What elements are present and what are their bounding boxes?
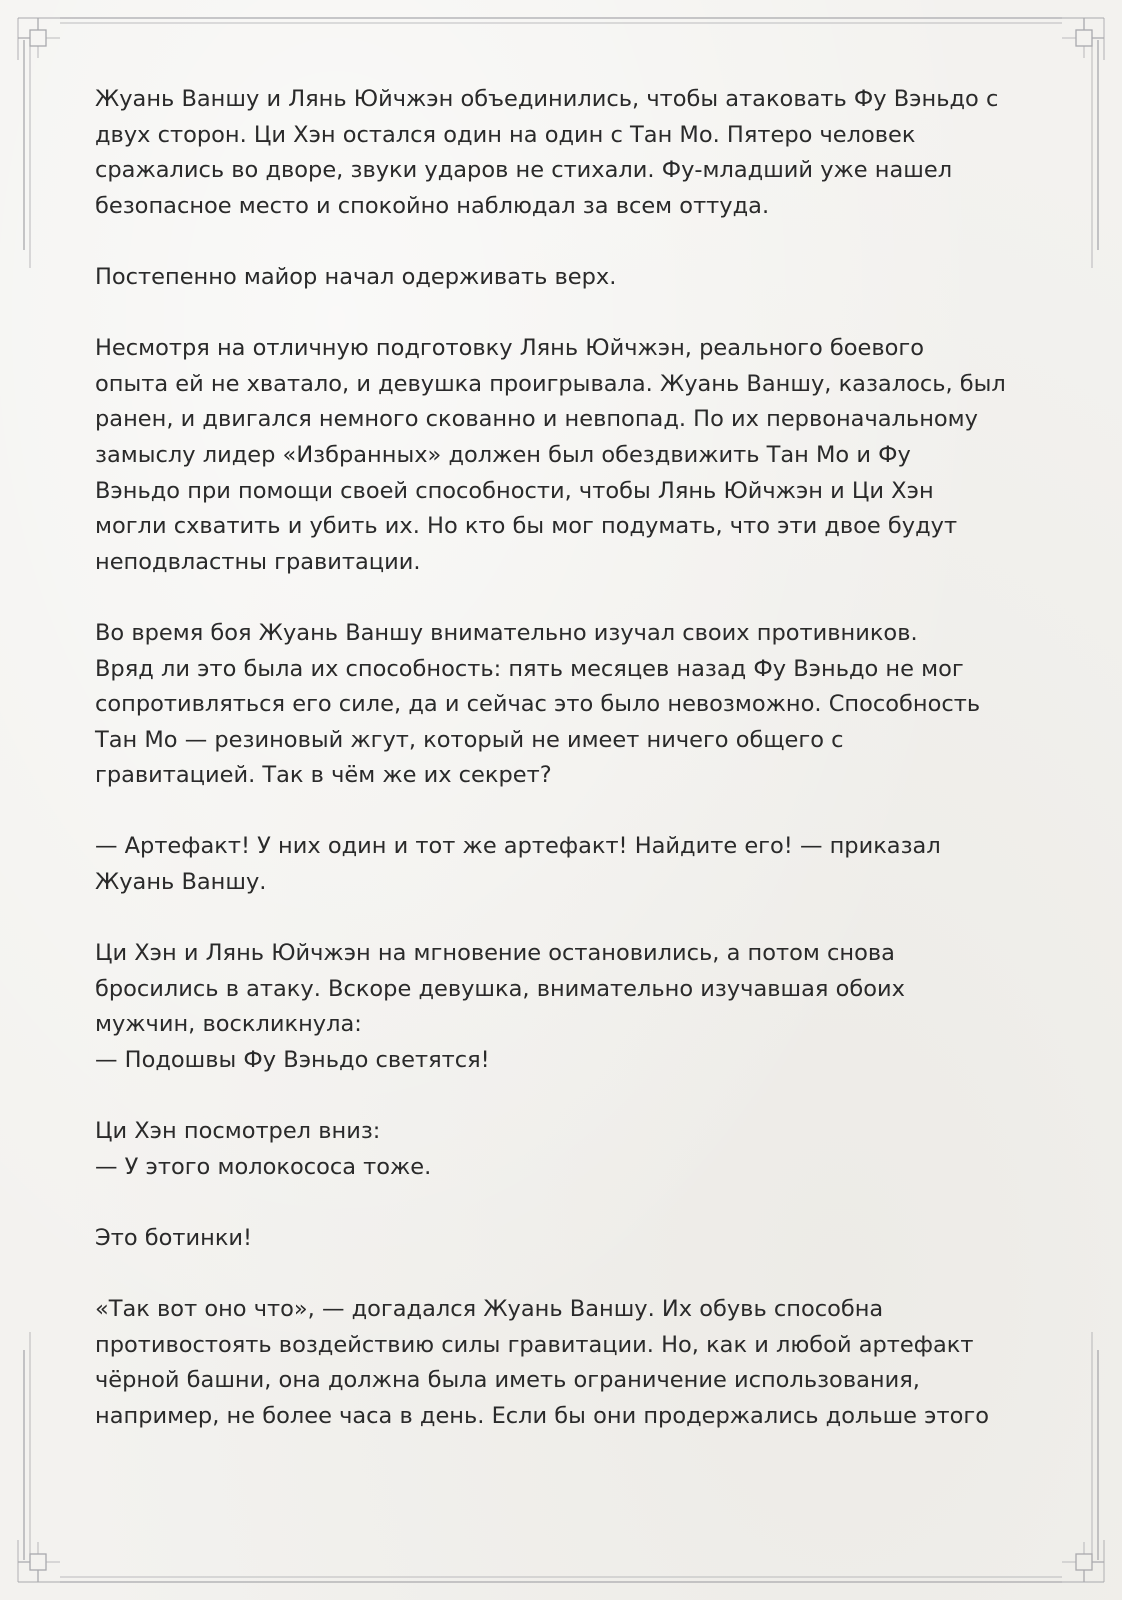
text-line: ранен, и двигался немного скованно и невпопад. По их первоначальному (95, 406, 978, 433)
text-line: Это ботинки! (95, 1225, 253, 1251)
text-line: замыслу лидер «Избранных» должен был обездвижить Тан Мо и Фу (95, 441, 911, 468)
paragraph-5 (95, 829, 1035, 900)
paragraph-7 (95, 1114, 1035, 1185)
text-line: Жуань Ваншу. (95, 869, 267, 896)
text-line: сражались во дворе, звуки ударов не стихали. Фу-младший уже нашел (95, 157, 953, 184)
text-line: Вряд ли это была их способность: пять месяцев назад Фу Вэньдо не мог (95, 655, 964, 682)
paragraph-6 (95, 936, 1035, 1078)
text-line: Жуань Ваншу и Лянь Юйчжэн объединились, чтобы атаковать Фу Вэньдо с (95, 86, 999, 112)
text-line: сопротивляться его силе, да и сейчас это было невозможно. Способность (95, 691, 981, 718)
text-line: Постепенно майор начал одерживать верх. (95, 263, 617, 290)
text-line: бросились в атаку. Вскоре девушка, внимательно изучавшая обоих (95, 975, 905, 1002)
text-line: Ци Хэн и Лянь Юйчжэн на мгновение остановились, а потом снова (95, 940, 895, 967)
text-line: «Так вот оно что», — догадался Жуань Ваншу. Их обувь способна (95, 1296, 884, 1323)
text-line: могли схватить и убить их. Но кто бы мог подумать, что эти двое будут (95, 513, 958, 540)
text-line: гравитацией. Так в чём же их секрет? (95, 762, 552, 789)
body-text (95, 82, 1035, 1470)
text-line: противостоять воздействию силы гравитации. Но, как и любой артефакт (95, 1331, 974, 1358)
paragraph-3 (95, 331, 1035, 580)
text-line: опыта ей не хватало, и девушка проигрывала. Жуань Ваншу, казалось, был (95, 370, 1006, 397)
text-line: двух сторон. Ци Хэн остался один на один с Тан Мо. Пятеро человек (95, 121, 916, 148)
paragraph-2 (95, 260, 1035, 296)
text-line: Во время боя Жуань Ваншу внимательно изучал своих противников. (95, 619, 918, 646)
text-line: Вэньдо при помощи своей способности, чтобы Лянь Юйчжэн и Ци Хэн (95, 477, 934, 504)
text-line: Тан Мо — резиновый жгут, который не имеет ничего общего с (95, 726, 844, 753)
text-line: Ци Хэн посмотрел вниз: (95, 1118, 381, 1145)
text-line: — Подошвы Фу Вэньдо светятся! (95, 1047, 490, 1074)
text-line: мужчин, воскликнула: (95, 1011, 362, 1038)
text-line: — У этого молокососа тоже. (95, 1153, 432, 1180)
paragraph-8 (95, 1221, 1035, 1257)
text-line: неподвластны гравитации. (95, 548, 421, 575)
paragraph-4 (95, 616, 1035, 794)
text-line: чёрной башни, она должна была иметь ограничение использования, (95, 1367, 920, 1394)
text-line: Несмотря на отличную подготовку Лянь Юйчжэн, реального боевого (95, 335, 924, 362)
paragraph-9 (95, 1292, 1035, 1434)
text-line: безопасное место и спокойно наблюдал за всем оттуда. (95, 192, 770, 219)
text-line: например, не более часа в день. Если бы они продержались дольше этого (95, 1402, 989, 1429)
paragraph-1 (95, 82, 1035, 224)
text-line: — Артефакт! У них один и тот же артефакт! Найдите его! — приказал (95, 833, 941, 860)
